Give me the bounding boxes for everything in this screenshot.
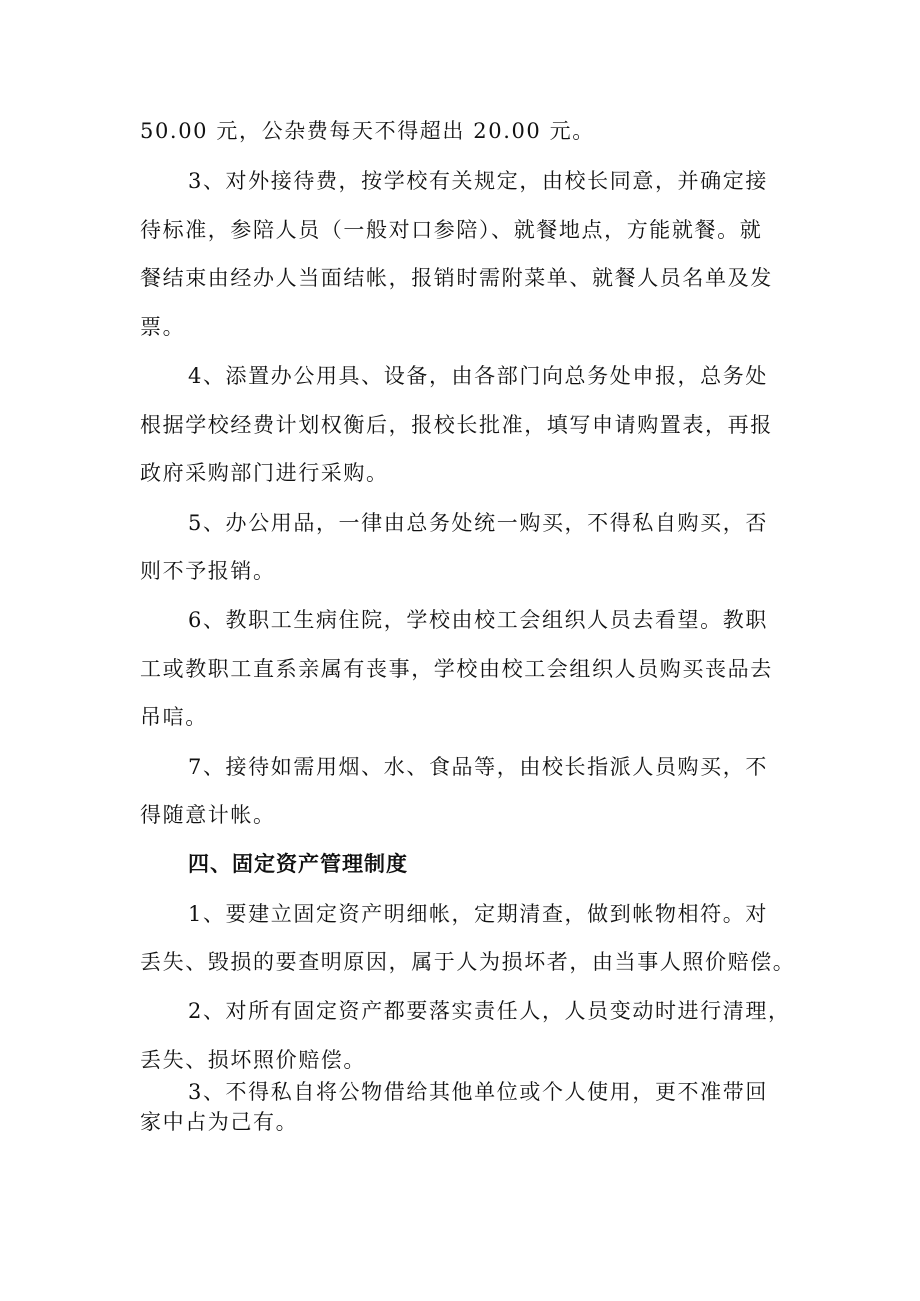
paragraph-line: 1、要建立固定资产明细帐，定期清查，做到帐物相符。对 — [188, 902, 768, 926]
paragraph-line: 则不予报销。 — [140, 559, 276, 583]
paragraph-line: 6、教职工生病住院，学校由校工会组织人员去看望。教职 — [188, 608, 768, 632]
paragraph-line: 政府采购部门进行采购。 — [140, 461, 389, 485]
paragraph-line: 50.00 元，公杂费每天不得超出 20.00 元。 — [140, 119, 595, 143]
paragraph-line: 得随意计帐。 — [140, 803, 276, 827]
paragraph-line: 根据学校经费计划权衡后，报校长批准，填写申请购置表，再报 — [140, 413, 773, 437]
paragraph-line: 票。 — [140, 315, 186, 339]
paragraph-line: 待标准，参陪人员（一般对口参陪）、就餐地点，方能就餐。就 — [140, 218, 763, 242]
paragraph-line: 2、对所有固定资产都要落实责任人，人员变动时进行清理， — [188, 999, 791, 1023]
paragraph-line: 4、添置办公用具、设备，由各部门向总务处申报，总务处 — [188, 364, 768, 388]
paragraph-line: 丢失、损坏照价赔偿。 — [140, 1048, 366, 1072]
paragraph-line: 3、不得私自将公物借给其他单位或个人使用，更不准带回 — [188, 1080, 768, 1104]
paragraph-line: 工或教职工直系亲属有丧事，学校由校工会组织人员购买丧品去 — [140, 657, 773, 681]
paragraph-line: 3、对外接待费，按学校有关规定，由校长同意，并确定接 — [188, 169, 768, 193]
paragraph-line: 餐结束由经办人当面结帐，报销时需附菜单、就餐人员名单及发 — [140, 266, 773, 290]
paragraph-line: 丢失、毁损的要查明原因，属于人为损坏者，由当事人照价赔偿。 — [140, 950, 796, 974]
paragraph-line: 7、接待如需用烟、水、食品等，由校长指派人员购买，不 — [188, 755, 768, 779]
paragraph-line: 家中占为己有。 — [140, 1110, 299, 1134]
paragraph-line: 吊唁。 — [140, 705, 208, 729]
section-heading: 四、固定资产管理制度 — [188, 852, 408, 876]
paragraph-line: 5、办公用品，一律由总务处统一购买，不得私自购买，否 — [188, 511, 768, 535]
